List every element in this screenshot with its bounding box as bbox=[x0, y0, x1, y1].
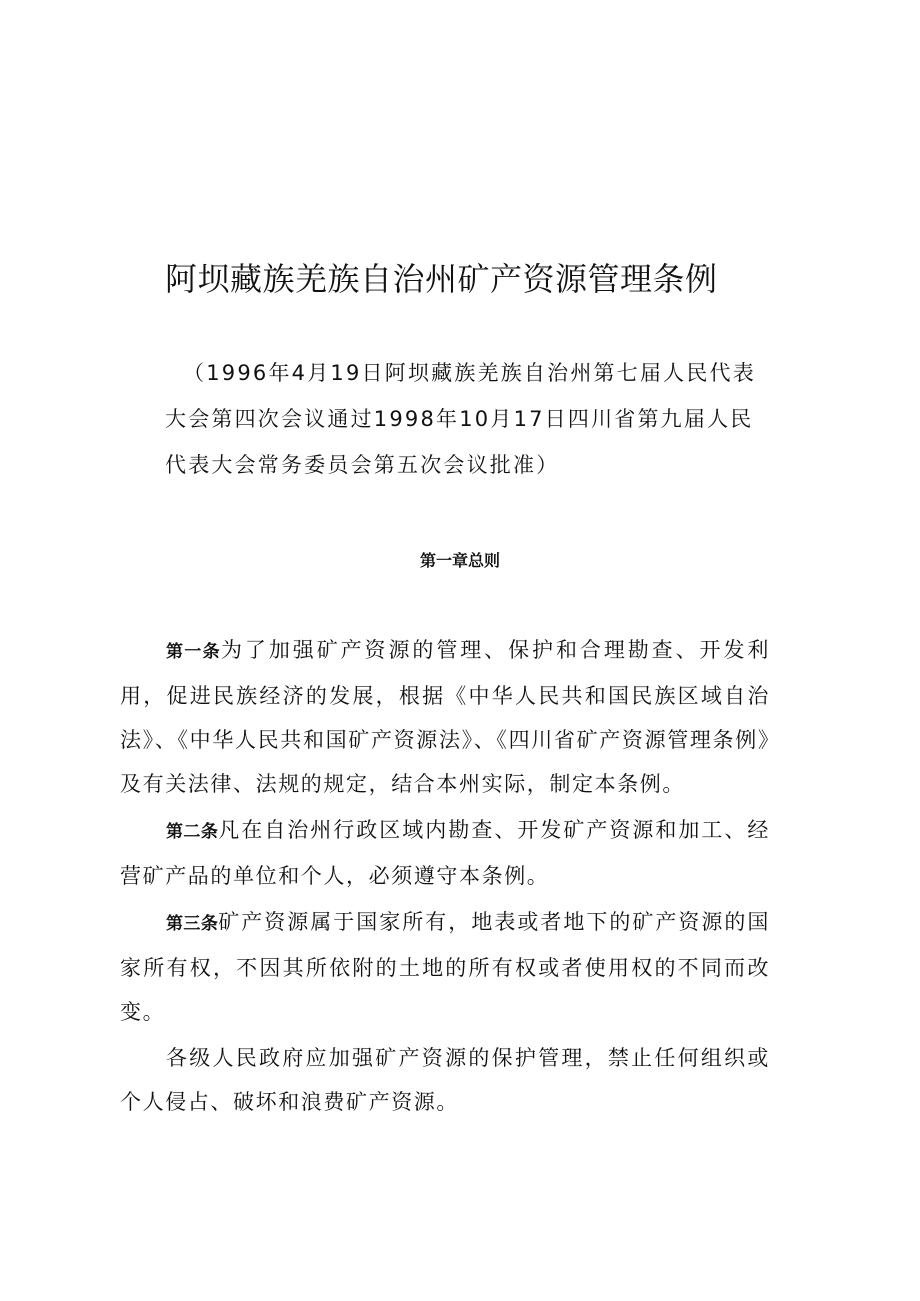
article-text: 为了加强矿产资源的管理、保护和合理勘查、开发利用，促进民族经济的发展，根据《中华人民共和国民族区域自治法》、《中华人民共和国矿产资源法》、《四川省矿产资源管理条例》及有关法律、法规的规定，结合本州实际，制定本条例。 bbox=[120, 638, 770, 796]
article-3-paragraph-2: 各级人民政府应加强矿产资源的保护管理，禁止任何组织或个人侵占、破坏和浪费矿产资源。 bbox=[120, 1046, 770, 1114]
document-body bbox=[120, 628, 770, 1126]
article-label: 第二条 bbox=[166, 822, 219, 842]
article-text: 凡在自治州行政区域内勘查、开发矿产资源和加工、经营矿产品的单位和个人，必须遵守本条例。 bbox=[120, 818, 771, 888]
article-1 bbox=[120, 628, 770, 806]
article-3 bbox=[120, 900, 770, 1034]
article-text: 矿产资源属于国家所有，地表或者地下的矿产资源的国家所有权，不因其所依附的土地的所有权或者使用权的不同而改变。 bbox=[120, 910, 771, 1024]
adoption-note: （1996年4月19日阿坝藏族羌族自治州第七届人民代表大会第四次会议通过1998年10月17日四川省第九届人民代表大会常务委员会第五次会议批准） bbox=[165, 361, 756, 477]
chapter-heading: 第一章总则 bbox=[419, 551, 500, 570]
document-title: 阿坝藏族羌族自治州矿产资源管理条例 bbox=[165, 260, 718, 298]
article-label: 第三条 bbox=[166, 914, 219, 934]
article-label: 第一条 bbox=[166, 642, 221, 662]
article-2 bbox=[120, 808, 770, 898]
